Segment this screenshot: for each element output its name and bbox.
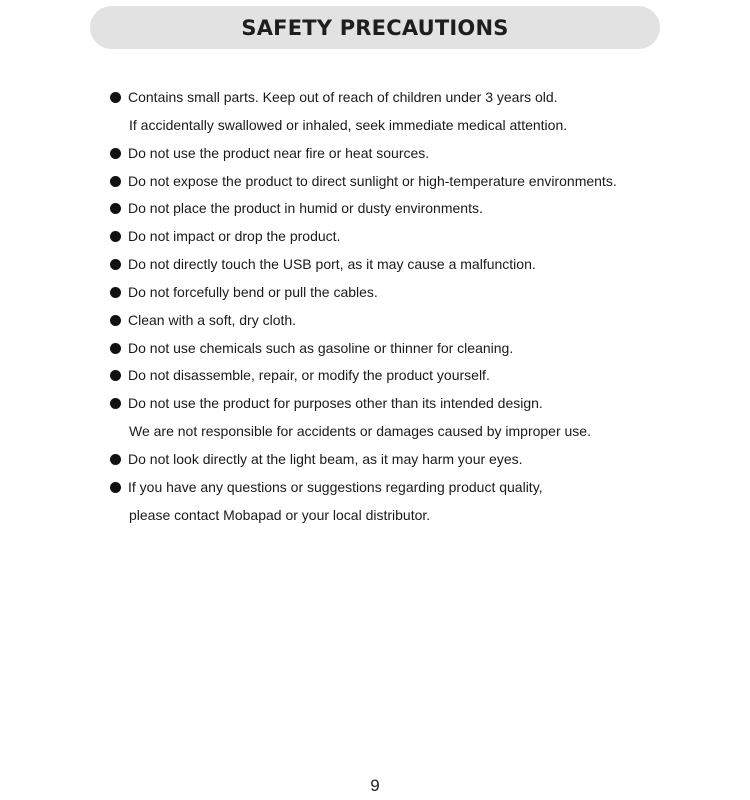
precaution-text: If you have any questions or suggestions regarding product quality, xyxy=(128,478,543,495)
bullet-icon xyxy=(110,176,121,187)
precaution-text: Do not use chemicals such as gasoline or thinner for cleaning. xyxy=(128,339,514,356)
precaution-text: Do not directly touch the USB port, as it may cause a malfunction. xyxy=(128,256,536,273)
precaution-item xyxy=(109,279,617,307)
bullet-icon xyxy=(110,482,121,493)
precaution-text: If accidentally swallowed or inhaled, seek immediate medical attention. xyxy=(129,116,568,133)
bullet-icon xyxy=(110,315,121,326)
precaution-text: Do not place the product in humid or dusty environments. xyxy=(128,200,483,217)
precaution-item xyxy=(109,168,617,196)
bullet-icon xyxy=(110,148,121,159)
precaution-text: We are not responsible for accidents or damages caused by improper use. xyxy=(129,423,591,440)
precautions-list xyxy=(109,84,617,530)
bullet-icon xyxy=(110,398,121,409)
precaution-item-continuation xyxy=(109,418,617,446)
precaution-text: Do not impact or drop the product. xyxy=(128,228,341,245)
precaution-text: Contains small parts. Keep out of reach of children under 3 years old. xyxy=(128,89,558,105)
precaution-item xyxy=(109,335,617,363)
precaution-item xyxy=(109,140,617,168)
precaution-item xyxy=(109,362,617,390)
precaution-text: Do not use the product near fire or heat sources. xyxy=(128,144,430,161)
precaution-item xyxy=(109,390,617,418)
bullet-icon xyxy=(110,231,121,242)
precaution-text: please contact Mobapad or your local distributor. xyxy=(129,506,431,523)
precaution-text: Do not expose the product to direct sunlight or high-temperature environments. xyxy=(128,172,617,189)
precaution-item xyxy=(109,84,617,112)
page-title: SAFETY PRECAUTIONS xyxy=(241,15,509,40)
precaution-text: Clean with a soft, dry cloth. xyxy=(128,311,297,328)
precaution-text: Do not disassemble, repair, or modify the product yourself. xyxy=(128,367,490,384)
precaution-item xyxy=(109,307,617,335)
precaution-text: Do not forcefully bend or pull the cables. xyxy=(128,283,378,300)
precaution-item-continuation xyxy=(109,502,617,530)
bullet-icon xyxy=(110,343,121,354)
precaution-text: Do not look directly at the light beam, as it may harm your eyes. xyxy=(128,450,523,467)
bullet-icon xyxy=(110,203,121,214)
precaution-item xyxy=(109,223,617,251)
precaution-item xyxy=(109,251,617,279)
precaution-text: Do not use the product for purposes other than its intended design. xyxy=(128,395,543,412)
bullet-icon xyxy=(110,454,121,465)
bullet-icon xyxy=(110,92,121,103)
bullet-icon xyxy=(110,370,121,381)
precaution-item-continuation xyxy=(109,112,617,140)
bullet-icon xyxy=(110,259,121,270)
bullet-icon xyxy=(110,287,121,298)
precaution-item xyxy=(109,446,617,474)
precaution-item xyxy=(109,474,617,502)
precaution-item xyxy=(109,195,617,223)
title-banner xyxy=(90,6,660,49)
page-number: 9 xyxy=(370,776,380,795)
